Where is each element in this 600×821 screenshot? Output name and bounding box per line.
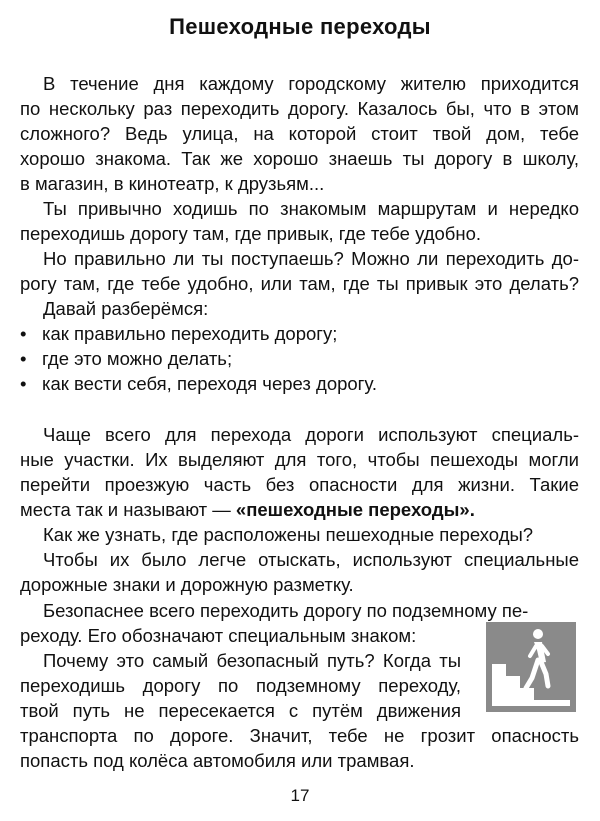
text-line: переходишь дорогу там, где привык, где тебе удобно. [20, 223, 482, 244]
bullet-icon: • [20, 348, 27, 369]
text-line: попасть под колёса автомобиля или трамвая. [20, 750, 415, 771]
text-line: Чтобы их было легче отыскать, используют специальные [43, 549, 579, 570]
text-line: Как же узнать, где расположены пешеходные переходы? [43, 524, 534, 545]
text-line: Давай разберёмся: [43, 298, 209, 319]
text-line: твой путь не пересекается с путём движения [20, 700, 461, 721]
bullet-icon: • [20, 373, 27, 394]
text-line: по нескольку раз переходить дорогу. Казалось бы, что в этом [20, 98, 579, 119]
text-line [20, 497, 475, 522]
bold-term: «пешеходные переходы». [235, 499, 475, 520]
text-line: Безопаснее всего переходить дорогу по подземному пе- [43, 600, 529, 621]
text-line: Но правильно ли ты поступаешь? Можно ли переходить до- [43, 248, 579, 269]
bullet-icon: • [20, 323, 27, 344]
text-line: Ты привычно ходишь по знакомым маршрутам и нередко [43, 198, 579, 219]
list-item [20, 346, 232, 371]
text-line: Почему это самый безопасный путь? Когда ты [43, 650, 461, 671]
text-run: места так и называют — [20, 499, 236, 520]
list-item-text: как вести себя, переходя через дорогу. [42, 373, 377, 394]
list-item [20, 321, 337, 346]
page-title: Пешеходные переходы [169, 14, 431, 39]
page-number: 17 [290, 786, 310, 805]
text-line: перейти проезжую часть без опасности для жизни. Такие [20, 474, 579, 495]
text-line: ные участки. Их выделяют для того, чтобы пешеходы могли [20, 449, 579, 470]
text-line: хорошо знакома. Так же хорошо знаешь ты дорогу в школу, [20, 148, 579, 169]
text-line: переходишь дорогу по подземному переходу, [20, 675, 461, 696]
list-item-text: где это можно делать; [42, 348, 233, 369]
text-line: транспорта по дороге. Значит, тебе не грозит опасность [20, 725, 579, 746]
underground-crossing-sign-icon [486, 622, 576, 712]
text-line: рогу там, где тебе удобно, или там, где ты привык это делать? [20, 273, 579, 294]
list-item-text: как правильно переходить дорогу; [42, 323, 338, 344]
text-line: реходу. Его обозначают специальным знаком: [20, 625, 417, 646]
text-line: дорожные знаки и дорожную разметку. [20, 574, 354, 595]
text-line: Чаще всего для перехода дороги используют специаль- [43, 424, 579, 445]
text-line: в магазин, в кинотеатр, к друзьям... [20, 173, 325, 194]
list-item [20, 371, 377, 396]
text-line: В течение дня каждому городскому жителю приходится [43, 73, 579, 94]
text-line: сложного? Ведь улица, на которой стоит твой дом, тебе [20, 123, 579, 144]
